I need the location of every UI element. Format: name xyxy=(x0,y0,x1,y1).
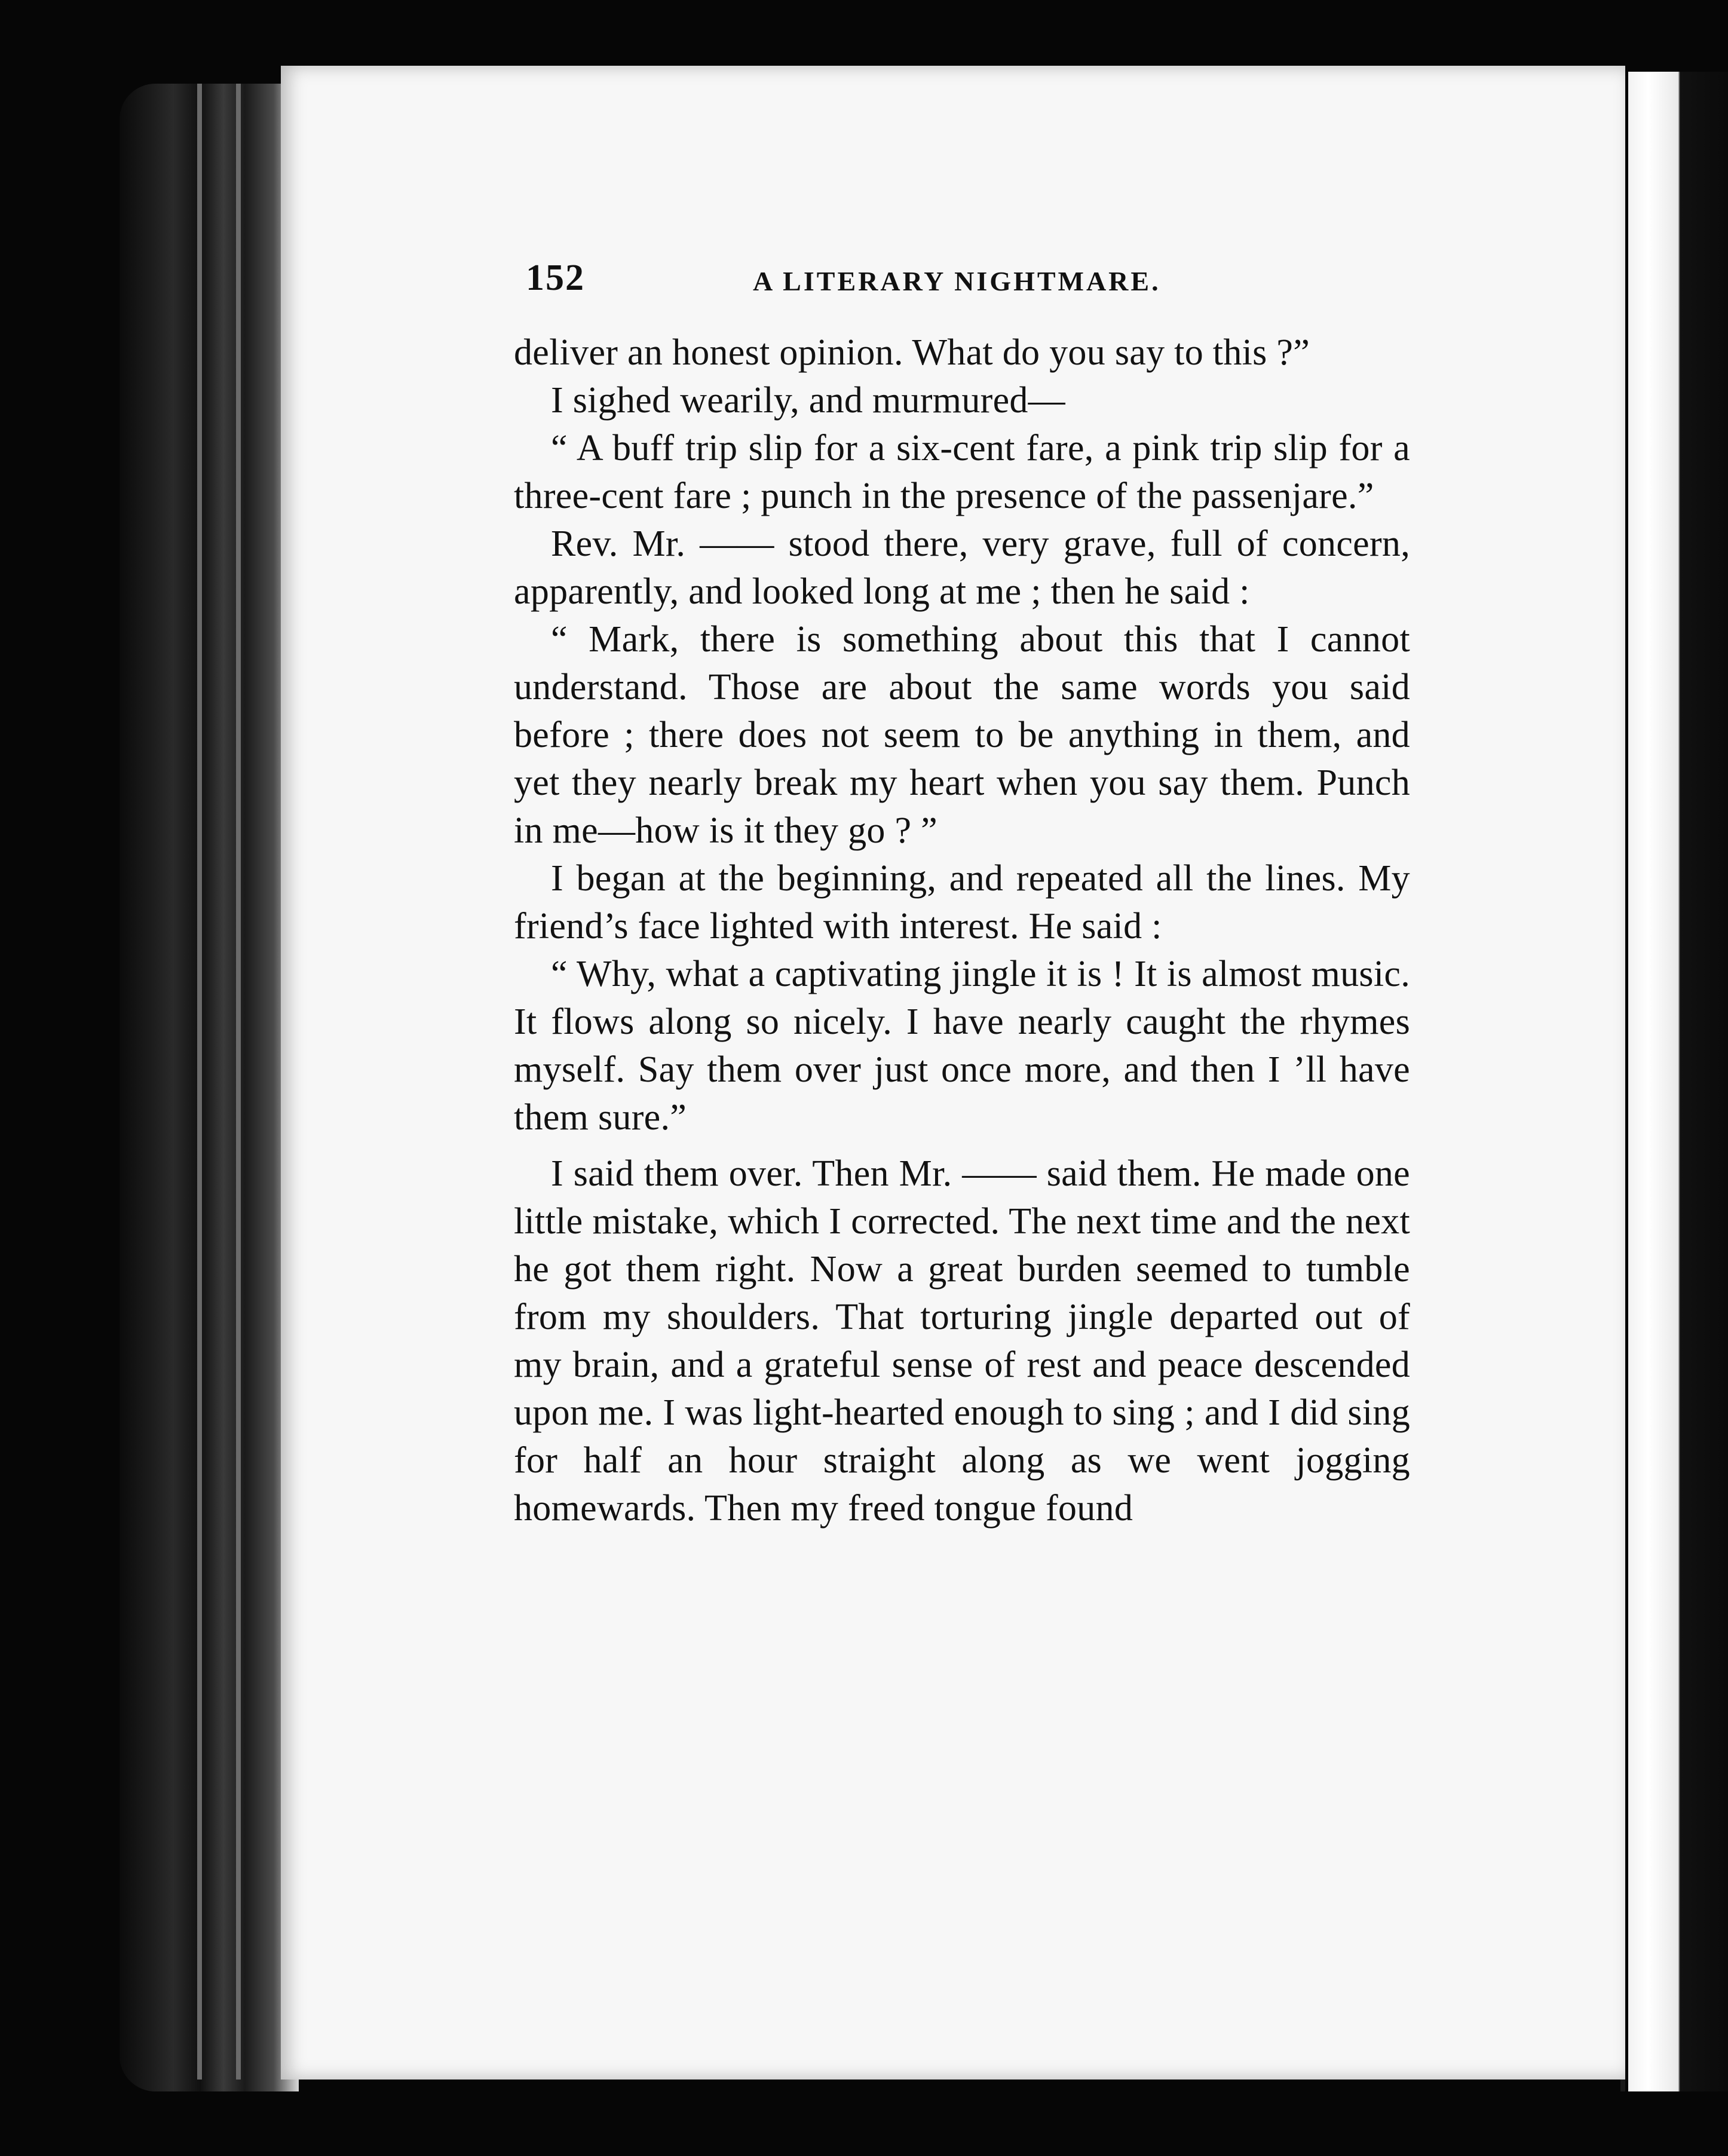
paragraph: “ Mark, there is something about this that I cannot understand. Those are about the same words you said before ; there does not seem to be anything in them, and yet they nearly break my heart when you say them. Punch in me—how is it they go ? ” xyxy=(514,619,1410,851)
paragraph: Rev. Mr. —— stood there, very grave, full of concern, apparently, and looked long at me ; then he said : xyxy=(514,523,1410,612)
book-spine xyxy=(120,84,299,2091)
paragraph: “ A buff trip slip for a six-cent fare, a pink trip slip for a three-cent fare ; punch in the presence of the passenjare.” xyxy=(514,428,1410,516)
body-text xyxy=(514,329,1410,1532)
paragraph: “ Why, what a captivating jingle it is ! It is almost music. It flows along so nicely. I have nearly caught the rhymes myself. Say them over just once more, and then I ’ll have them sure.” xyxy=(514,954,1410,1138)
spine-stripe xyxy=(197,84,202,2080)
paragraph: I sighed wearily, and murmured— xyxy=(551,380,1065,421)
page-header xyxy=(526,257,1518,329)
paragraph: deliver an honest opinion. What do you say to this ?” xyxy=(514,332,1310,373)
paragraph: I began at the beginning, and repeated all the lines. My friend’s face lighted with interest. He said : xyxy=(514,858,1410,947)
paragraph: I said them over. Then Mr. —— said them. He made one little mistake, which I corrected. The next time and the next he got them right. Now a great burden seemed to tumble from my shoulders. That torturing jingle departed out of my brain, and a grateful sense of rest and peace descended upon me. I was light-hearted enough to sing ; and I did sing for half an hour straight along as we went jogging homewards. Then my freed tongue found xyxy=(514,1153,1410,1529)
facing-page-edge xyxy=(1628,72,1728,2091)
book-page xyxy=(281,66,1625,2080)
running-head: A LITERARY NIGHTMARE. xyxy=(753,266,1161,296)
page-number: 152 xyxy=(526,258,585,298)
spine-stripe xyxy=(236,84,241,2080)
